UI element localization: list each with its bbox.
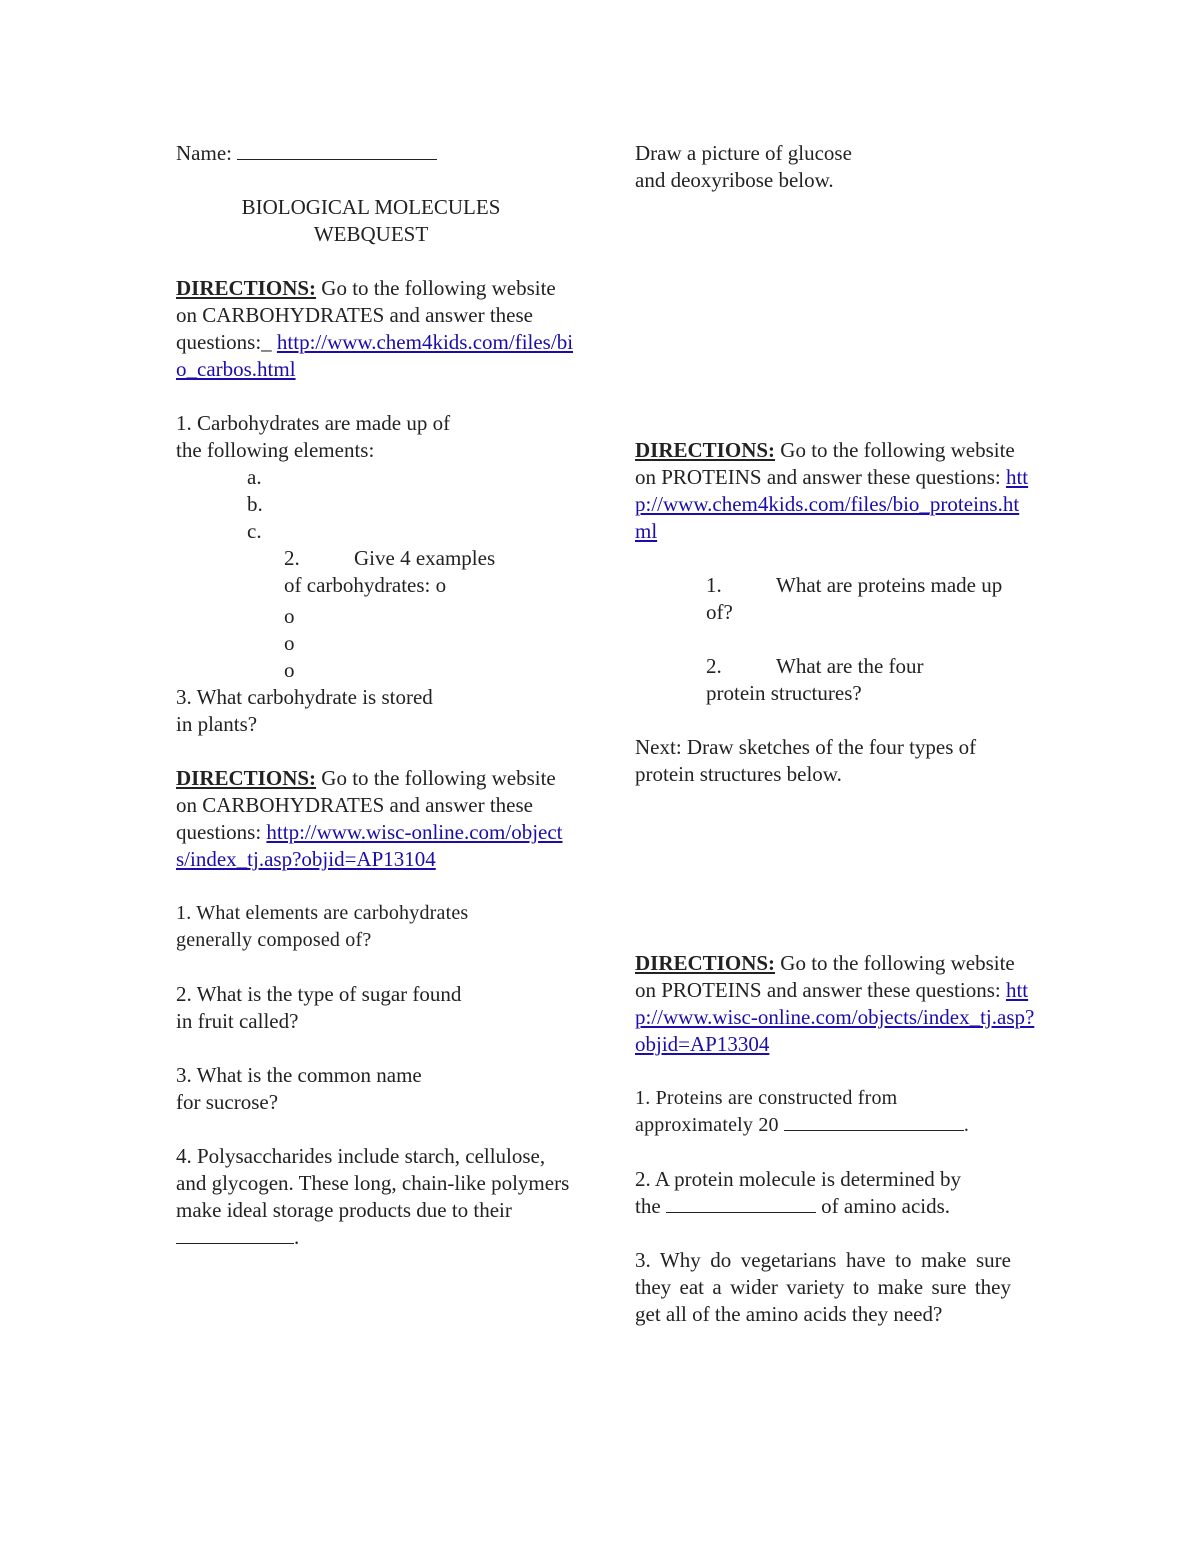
right-column [635, 140, 1035, 1328]
answer-a: a. [247, 465, 262, 489]
question-protein-determined: 2. A protein molecule is determined by the of amino acids. [635, 1167, 962, 1218]
directions-proteins-1: DIRECTIONS: Go to the following website on PROTEINS and answer these questions: http://www.chem4kids.com/files/bio_proteins.html [635, 438, 1029, 543]
question-vegetarians: 3. Why do vegetarians have to make sure they eat a wider variety to make sure they get all of the amino acids they need? [635, 1248, 1011, 1326]
drawing-area-proteins[interactable] [635, 788, 1035, 950]
name-blank[interactable] [237, 141, 437, 160]
question-protein-structures: 2. What are the four protein structures? [706, 654, 924, 705]
answer-c: c. [247, 519, 262, 543]
directions-label: DIRECTIONS: [176, 766, 317, 790]
name-label: Name: [176, 141, 232, 165]
directions-proteins-2: DIRECTIONS: Go to the following website on PROTEINS and answer these questions: http://www.wisc-online.com/objects/index_tj.asp?objid=AP13304 [635, 951, 1035, 1056]
next-draw-instruction: Next: Draw sketches of the four types of protein structures below. [635, 735, 977, 786]
question-sucrose-name: 3. What is the common name for sucrose? [176, 1063, 422, 1114]
question-carb-elements: 1. Carbohydrates are made up of the following elements: [176, 411, 451, 462]
wisc-online-proteins-link[interactable]: http://www.wisc-online.com/objects/index_tj.asp?objid=AP13304 [635, 978, 1035, 1056]
polysaccharides-blank[interactable] [176, 1225, 294, 1244]
drawing-area-glucose[interactable] [635, 194, 1035, 437]
worksheet-title: BIOLOGICAL MOLECULES WEBQUEST [241, 195, 501, 246]
directions-label: DIRECTIONS: [176, 276, 317, 300]
question-protein-makeup: 1. What are proteins made up of? [706, 573, 1003, 624]
question-fruit-sugar: 2. What is the type of sugar found in fruit called? [176, 982, 462, 1033]
question-plant-storage: 3. What carbohydrate is stored in plants? [176, 685, 433, 736]
bullet-2: o [284, 604, 295, 628]
chem4kids-carbs-link[interactable]: http://www.chem4kids.com/files/bio_carbos.html [176, 330, 574, 381]
amino-count-blank[interactable] [784, 1112, 964, 1131]
question-carb-examples: 2. Give 4 examples of carbohydrates: o [284, 546, 496, 597]
chem4kids-proteins-link[interactable]: http://www.chem4kids.com/files/bio_proteins.html [635, 465, 1029, 543]
question-amino-acid-count: 1. Proteins are constructed from approximately 20 . [635, 1087, 970, 1136]
directions-carbs-1: DIRECTIONS: Go to the following website on CARBOHYDRATES and answer these questions:_ http://www.chem4kids.com/files/bio_carbos.html [176, 276, 574, 381]
directions-label: DIRECTIONS: [635, 438, 776, 462]
answer-b: b. [247, 492, 263, 516]
question-carb-composition: 1. What elements are carbohydrates generally composed of? [176, 902, 469, 951]
name-line [176, 140, 576, 167]
left-column [176, 140, 576, 1251]
directions-label: DIRECTIONS: [635, 951, 776, 975]
question-polysaccharides: 4. Polysaccharides include starch, cellulose, and glycogen. These long, chain-like polymers make ideal storage products due to their . [176, 1144, 570, 1249]
draw-glucose-instruction: Draw a picture of glucose and deoxyribose below. [635, 141, 852, 192]
bullet-3: o [284, 631, 295, 655]
bullet-4: o [284, 658, 295, 682]
directions-carbs-2: DIRECTIONS: Go to the following website on CARBOHYDRATES and answer these questions: http://www.wisc-online.com/objects/index_tj.asp?objid=AP13104 [176, 766, 563, 871]
protein-sequence-blank[interactable] [666, 1194, 816, 1213]
wisc-online-carbs-link[interactable]: http://www.wisc-online.com/objects/index_tj.asp?objid=AP13104 [176, 820, 563, 871]
